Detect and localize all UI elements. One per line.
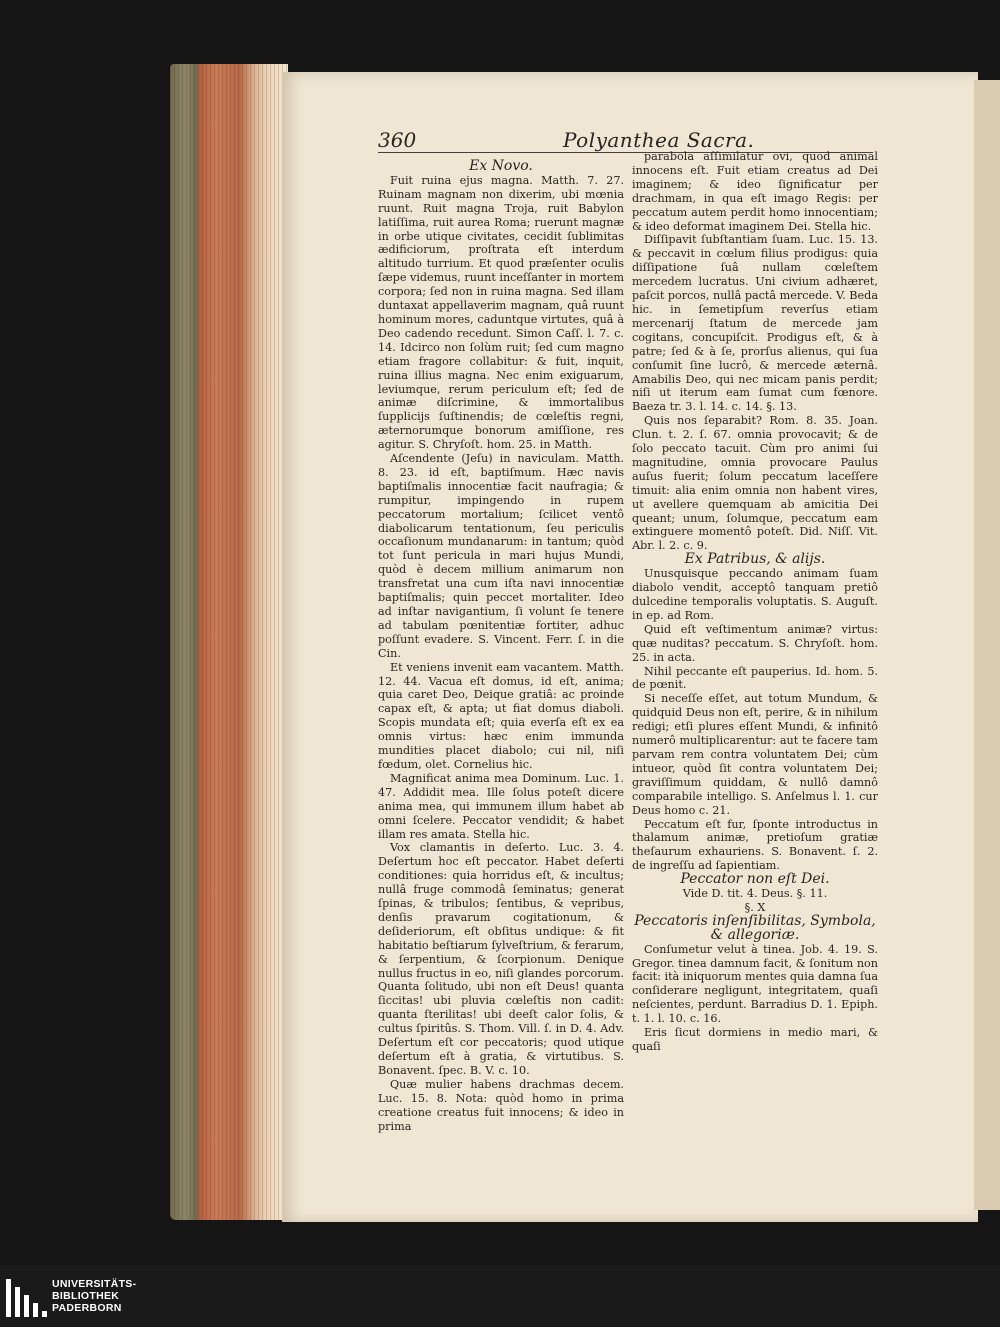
text-paragraph: Fuit ruina ejus magna. Matth. 7. 27. Ruinam magnam non dixerim, ubi mœnia ruunt. Ruit magna Troja, ruit Babylon latiſſima, ruit aurea Roma; ruerunt magnæ in orbe utique civitates, cecidit ſublimitas ædificiorum, proſtrata eſt interdum altitudo turrium. Et quod præſenter oculis ſæpe videmus, ruunt inceſſanter in mortem corpora; ſed non in ruina magna. Sed illam duntaxat appellaverim magnam, quâ ruunt hominum mores, caduntque virtutes, quâ à Deo cadendo recedunt. Simon Caſſ. l. 7. c. 14. Idcirco non ſolùm ruit; ſed cum magno etiam fragore collabitur: & fuit, inquit, ruina illius magna. Nec enim exiguarum, leviumque, rerum periculum eſt; ſed de animæ diſcrimine, & immortalibus ſupplicijs ſuſtinendis; de cœleſtis regni, æternorumque bonorum amiſſione, res agitur. S. Chryſoſt. hom. 25. in Matth.: [378, 173, 624, 452]
text-paragraph: Et veniens invenit eam vacantem. Matth. 12. 44. Vacua eſt domus, id eſt, anima; quia caret Deo, Deique gratiâ: ac proinde capax eſt, & apta; ut fiat domus diaboli. Scopis mundata eſt; quia everſa eſt ex ea omnis virtus: hæc enim immunda mundities placet diabolo; cui nil, niſi fœdum, olet. Cornelius hic.: [378, 660, 624, 771]
section-heading: Peccatoris inſenſibilitas, Symbola, & allegoriæ.: [634, 912, 876, 943]
right-text-column: [632, 150, 878, 1054]
book-page-edges: [170, 64, 288, 1220]
section-heading: Ex Patribus, & alijs.: [684, 551, 826, 568]
text-paragraph: Si neceſſe eſſet, aut totum Mundum, & quidquid Deus non eſt, perire, & in nihilum redigi; etſi plures eſſent Mundi, & infinitô numerô multiplicarentur: aut te facere tam parvam rem contra voluntatem Dei; cùm intueor, quòd ſit contra voluntatem Dei; graviſſimum quiddam, & nullô damnô comparabile intelligo. S. Anſelmus l. 1. cur Deus homo c. 21.: [632, 692, 878, 817]
page-edge-lines: [170, 64, 288, 1220]
text-paragraph: Vox clamantis in deſerto. Luc. 3. 4. Deſertum hoc eſt peccator. Habet deſerti conditiones: quia horridus eſt, & incultus; nullâ fruge commodâ ſeminatus; generat ſpinas, & tribulos; ſentibus, & vepribus, denſis pravarum cogitationum, & deſideriorum, eſt obſitus undique: & fit habitatio beſtiarum ſylveſtrium, & ferarum, & ſerpentium, & ſcorpionum. Denique nullus fructus in eo, niſi glandes porcorum. Quanta ſolitudo, ubi non eſt Deus! quanta ſiccitas! ubi pluvia cœleſtis non cadit: quanta ſterilitas! ubi deeſt calor ſolis, & cultus ſpiritûs. S. Thom. Vill. ſ. in D. 4. Adv. Deſertum eſt cor peccatoris; quod utique deſertum eſt à gratia, & virtutibus. S. Bonavent. ſpec. B. V. c. 10.: [378, 841, 625, 1077]
text-paragraph: Peccatum eſt fur, ſponte introductus in thalamum animæ, pretioſum gratiæ theſaurum exhauriens. S. Bonavent. ſ. 2. de ingreſſu ad ſapientiam.: [632, 817, 878, 873]
facing-page-edge: [974, 80, 1000, 1210]
logo-line-1: UNIVERSITÄTS-: [52, 1278, 137, 1290]
logo-line-2: BIBLIOTHEK: [52, 1290, 120, 1302]
text-paragraph: Eris ſicut dormiens in medio mari, & quaſi: [632, 1026, 878, 1053]
text-paragraph: Conſumetur velut à tinea. Job. 4. 19. S. Gregor. tinea damnum facit, & ſonitum non facit: ità iniquorum mentes quia damna ſua conſiderare negligunt, integritatem, quaſi neſcientes, perdunt. Barradius D. 1. Epiph. t. 1. l. 10. c. 16.: [632, 942, 878, 1026]
library-logo-text: [52, 1278, 136, 1314]
text-paragraph: Magnificat anima mea Dominum. Luc. 1. 47. Addidit mea. Ille ſolus poteſt dicere anima mea, qui immunem illum habet ab omni ſcelere. Peccator vendidit; & habet illam res amata. Stella hic.: [378, 771, 624, 841]
section-heading: Peccator non eſt Dei.: [680, 871, 830, 888]
centered-line: §. X: [744, 900, 766, 914]
text-paragraph: Aſcendente (Jeſu) in naviculam. Matth. 8. 23. id eſt, baptiſmum. Hæc navis baptiſmalis innocentiæ facit naufragia; & rumpitur, impingendo in rupem peccatorum mortalium; ſcilicet ventô diabolicarum tentationum, ſeu periculis occaſionum mundanarum: in tantum; quòd tot ſunt pericula in mari hujus Mundi, quòd è decem millium animarum non transfretat una cum iſta navi innocentiæ baptiſmalis; quin peccet mortaliter. Ideo ad inſtar navigantium, ſi volunt ſe tenere ad tabulam pœnitentiæ fortiter, adhuc poſſunt evadere. S. Vincent. Ferr. ſ. in die Cin.: [378, 452, 624, 660]
text-paragraph: Quis nos ſeparabit? Rom. 8. 35. Joan. Clun. t. 2. ſ. 67. omnia provocavit; & de ſolo peccato tacuit. Cùm pro animi ſui magnitudine, omnia provocare Paulus auſus fuerit; ſolum peccatum laceſſere timuit: alia enim omnia non habent vires, ut avellere quemquam ab amicitia Dei queant; unum, ſolumque, peccatum eam extinguere momentô poteſt. Did. Niſſ. Vit. Abr. l. 2. c. 9.: [632, 414, 878, 553]
running-title: Polyanthea Sacra.: [563, 128, 755, 152]
section-heading: Ex Novo.: [469, 158, 533, 174]
text-paragraph: parabola aſſimilatur ovi, quod animal innocens eſt. Fuit etiam creatus ad Dei imaginem; & ideo ſignificatur per drachmam, in qua eſt imago Regis: per peccatum autem perdit homo innocentiam; & ideo deformat imaginem Dei. Stella hic.: [632, 150, 878, 233]
text-paragraph: Nihil peccante eſt pauperius. Id. hom. 5. de pœnit.: [632, 664, 878, 692]
text-paragraph: Unusquisque peccando animam ſuam diabolo vendit, acceptô tanquam pretiô dulcedine temporalis voluptatis. S. Auguſt. in ep. ad Rom.: [632, 567, 878, 622]
logo-line-3: PADERBORN: [52, 1302, 122, 1314]
page-number: 360: [378, 128, 417, 152]
left-text-column: [378, 160, 624, 1133]
text-paragraph: Quid eſt veſtimentum animæ? virtus: quæ nuditas? peccatum. S. Chryſoſt. hom. 25. in acta.: [632, 622, 878, 664]
library-logo-icon: [6, 1279, 48, 1317]
text-paragraph: Diſſipavit ſubſtantiam ſuam. Luc. 15. 13. & peccavit in cœlum filius prodigus: quia diſſipatione ſuâ nullam cœleſtem mercedem lucratus. Uni civium adhæret, paſcit porcos, nullâ pactâ mercede. V. Beda hic. in ſemetipſum reverſus etiam mercenarij ſtatum de mercede jam cogitans, concupiſcit. Prodigus eſt, & à patre; ſed & à ſe, prorſus alienus, qui ſua conſumit ſine lucrô, & mercede æternâ. Amabilis Deo, qui nec micam panis perdit; niſi ut iterum eam ſumat cum fœnore. Baeza tr. 3. l. 14. c. 14. §. 13.: [632, 233, 878, 414]
centered-line: Vide D. tit. 4. Deus. §. 11.: [682, 887, 828, 901]
text-paragraph: Quæ mulier habens drachmas decem. Luc. 15. 8. Nota: quòd homo in prima creatione creatus fuit innocens; & ideo in prima: [378, 1077, 624, 1133]
